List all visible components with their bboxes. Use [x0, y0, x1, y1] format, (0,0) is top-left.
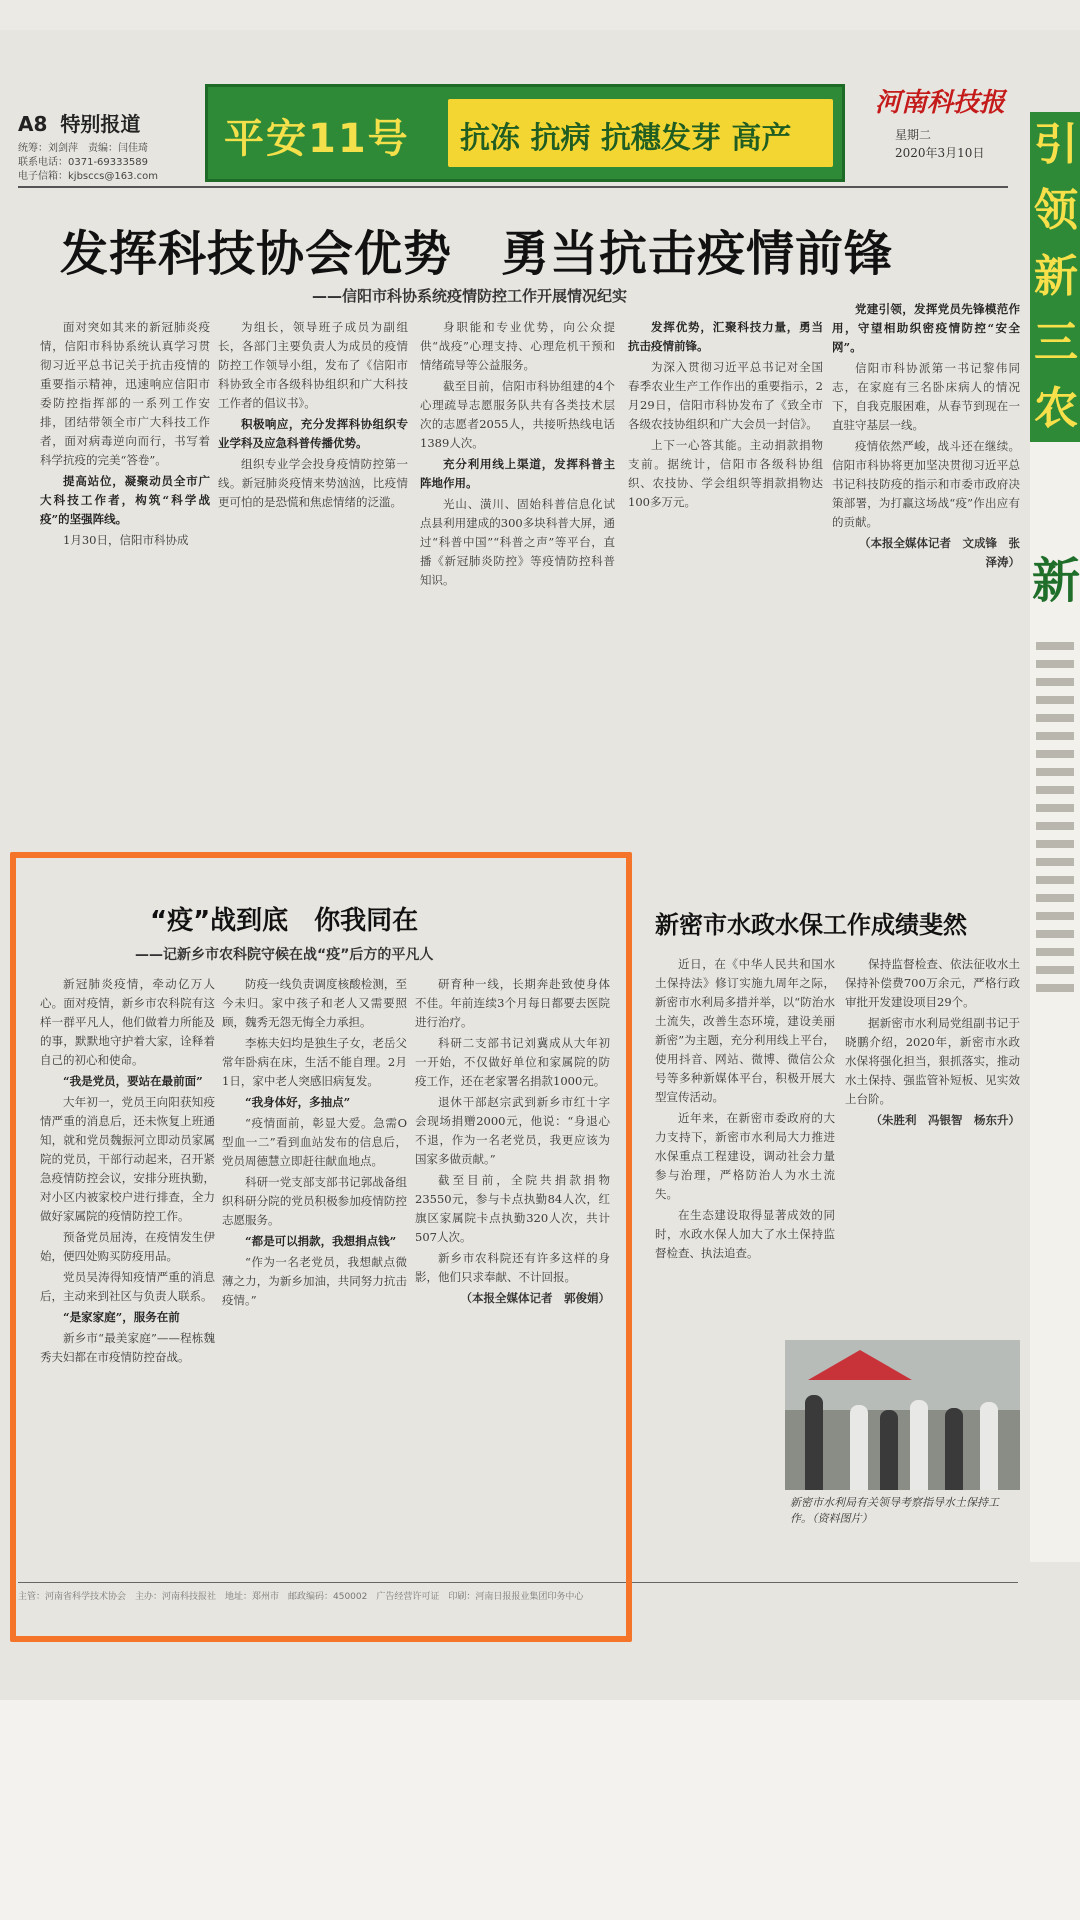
main-byline: （本报全媒体记者 文成锋 张泽涛） — [859, 536, 1020, 569]
adjacent-char: 农 — [1034, 383, 1078, 434]
section-heading: “都是可以捐款，我想捐点钱” — [245, 1234, 397, 1248]
editor-info — [18, 142, 158, 184]
section-heading: “是家家庭”，服务在前 — [63, 1310, 180, 1324]
banner-title: 平安11号 — [224, 116, 410, 162]
editor-line: 统筹：刘剑萍 责编：闫佳琦 — [18, 143, 148, 154]
right-headline: 新密市水政水保工作成绩斐然 — [655, 911, 967, 939]
paragraph: 光山、潢川、固始科普信息化试点县利用建成的300多块科普大屏，通过“科普中国”“科普之声”等平台，直播《新冠肺炎防控》等疫情防控科普知识。 — [420, 497, 615, 587]
adjacent-banner — [1030, 112, 1080, 442]
paragraph: 新乡市“最美家庭”——程栋魏秀夫妇都在市疫情防控奋战。 — [40, 1331, 215, 1364]
adjacent-char: 领 — [1034, 185, 1078, 236]
paragraph: 科研二支部书记刘冀成从大年初一开始，不仅做好单位和家属院的防疫工作，还在老家署名捐款1000元。 — [415, 1036, 610, 1088]
advert-banner — [205, 84, 845, 182]
dateline — [895, 126, 984, 162]
paragraph: 研育种一线，长期奔赴致使身体不佳。年前连续3个月每日都要去医院进行治疗。 — [415, 977, 610, 1029]
paragraph: “疫情面前，彰显大爱。急需O型血一二”看到血站发布的信息后，党员周德慧立即赶往献血地点。 — [222, 1116, 407, 1168]
paragraph: 大年初一，党员王向阳获知疫情严重的消息后，还未恢复上班通知，就和党员魏振河立即动员家属院的党员，干部行动起来，召开紧急疫情防控会议，安排分班执勤，对小区内被家校户进行排查，全力做好家属院的疫情防控工作。 — [40, 1095, 215, 1223]
paragraph: 组织专业学会投身疫情防控第一线。新冠肺炎疫情来势汹汹，比疫情更可怕的是恐慌和焦虑情绪的泛滥。 — [218, 457, 408, 509]
bottom-background — [0, 1700, 1080, 1920]
section-heading: 发挥优势，汇聚科技力量，勇当抗击疫情前锋。 — [628, 320, 823, 353]
main-column-2 — [218, 318, 408, 848]
paragraph: 为组长，领导班子成员为副组长，各部门主要负责人为成员的疫情防控工作领导小组，发布了《信阳市科协致全市各级科协组织和广大科技工作者的倡议书》。 — [218, 320, 408, 410]
section-name: 特别报道 — [60, 112, 141, 136]
paragraph: “作为一名老党员，我想献点微薄之力，为新乡加油，共同努力抗击疫情。” — [222, 1255, 407, 1307]
section-heading: “我身体好，多抽点” — [245, 1095, 351, 1109]
paragraph: 1月30日，信阳市科协成 — [63, 533, 189, 547]
paragraph: 近日，在《中华人民共和国水土保持法》修订实施九周年之际，新密市水利局多措并举，以“防治水土流失，改善生态环境，建设美丽新密”为主题，充分利用线上平台，使用抖音、网站、微博、微信公众号等多种新媒体平台，积极开展大型宣传活动。 — [655, 957, 835, 1104]
paragraph: 新冠肺炎疫情，牵动亿万人心。面对疫情，新乡市农科院有这样一群平凡人，他们做着力所能及的事，默默地守护着大家，诠释着自己的初心和使命。 — [40, 977, 215, 1067]
paragraph: 新乡市农科院还有许多这样的身影，他们只求奉献、不计回报。 — [415, 1251, 610, 1284]
paragraph: 为深入贯彻习近平总书记对全国春季农业生产工作作出的重要指示，2月29日，信阳市科协发布了《致全市各级农技协组织和广大会员一封信》。 — [628, 360, 823, 431]
page-label — [18, 108, 140, 137]
paragraph: 身职能和专业优势，向公众提供“战疫”心理支持、心理危机干预和情绪疏导等公益服务。 — [420, 320, 615, 372]
paragraph: 据新密市水利局党组副书记于晓鹏介绍，2020年，新密市水政水保将强化担当，狠抓落实，推动水土保持、强监管补短板、见实效上台阶。 — [845, 1016, 1020, 1106]
paragraph: 截至目前，全院共捐款捐物23550元，参与卡点执勤84人次，红旗区家属院卡点执勤320人次，共计507人次。 — [415, 1173, 610, 1244]
right-column-2 — [845, 955, 1020, 1330]
photo-caption: 新密市水利局有关领导考察指导水土保持工作。（资料图片） — [790, 1496, 999, 1525]
highlight-box — [10, 852, 632, 1642]
news-photo — [785, 1340, 1020, 1490]
main-subhead: ——信阳市科协系统疫情防控工作开展情况纪实 — [312, 287, 628, 305]
paragraph: 上下一心答其能。主动捐款捐物支前。据统计，信阳市各级科协组织、农技协、学会组织等捐款捐物达100多万元。 — [628, 438, 823, 509]
paragraph: 科研一党支部支部书记郭战备组织科研分院的党员积极参加疫情防控志愿服务。 — [222, 1175, 407, 1227]
paragraph: 防疫一线负责调度核酸检测，至今未归。家中孩子和老人又需要照顾，魏秀无怨无悔全力承担。 — [222, 977, 407, 1029]
boxed-byline: （本报全媒体记者 郭俊娟） — [460, 1291, 610, 1305]
main-column-1 — [40, 318, 210, 848]
paragraph: 近年来，在新密市委政府的大力支持下，新密市水利局大力推进水保重点工程建设，调动社会力量参与治理，严格防治人为水土流失。 — [655, 1111, 835, 1201]
boxed-subhead: ——记新乡市农科院守候在战“疫”后方的平凡人 — [135, 947, 434, 963]
banner-slogan-box — [448, 99, 833, 167]
paragraph: 预备党员屈涛，在疫情发生伊始，便四处购买防疫用品。 — [40, 1230, 215, 1263]
adjacent-big-char: 新 — [1032, 553, 1080, 609]
section-heading: 党建引领，发挥党员先锋模范作用，守望相助织密疫情防控“安全网”。 — [832, 302, 1020, 354]
paragraph: 保持监督检查、依法征收水土保持补偿费700万余元，严格行政审批开发建设项目29个。 — [845, 957, 1020, 1009]
paragraph: 面对突如其来的新冠肺炎疫情，信阳市科协系统认真学习贯彻习近平总书记关于抗击疫情的重要指示精神，迅速响应信阳市委防控指挥部的一系列工作安排，团结带领全市广大科技工作者，面对病毒逆向而行，书写着科学抗疫的完美“答卷”。 — [40, 320, 210, 467]
main-column-5 — [832, 300, 1020, 860]
adjacent-char: 新 — [1034, 251, 1078, 302]
adjacent-page — [1030, 112, 1080, 1562]
adjacent-char: 三 — [1034, 317, 1078, 368]
editor-line: 联系电话：0371-69333589 — [18, 157, 148, 168]
section-heading: “我是党员，要站在最前面” — [63, 1074, 203, 1088]
header-rule — [18, 186, 1008, 188]
section-heading: 提高站位，凝聚动员全市广大科技工作者，构筑“科学战疫”的坚强阵线。 — [40, 474, 210, 526]
paragraph: 截至目前，信阳市科协组建的4个心理疏导志愿服务队共有各类技术层次的志愿者2055人，共接听热线电话1389人次。 — [420, 379, 615, 450]
section-heading: 积极响应，充分发挥科协组织专业学科及应急科普传播优势。 — [218, 417, 408, 450]
paragraph: 在生态建设取得显著成效的同时，水政水保人加大了水土保持监督检查、执法追查。 — [655, 1208, 835, 1260]
paragraph: 李栋夫妇均是独生子女，老岳父常年卧病在床，生活不能自理。2月1日，家中老人突感旧病复发。 — [222, 1036, 407, 1088]
main-column-4 — [628, 318, 823, 848]
paragraph: 党员吴涛得知疫情严重的消息后，主动来到社区与负责人联系。 — [40, 1270, 215, 1303]
paragraph: 疫情依然严峻，战斗还在继续。信阳市科协将更加坚决贯彻习近平总书记科技防疫的指示和市委市政府决策部署，为打赢这场战“疫”作出应有的贡献。 — [832, 439, 1020, 529]
boxed-headline: “疫”战到底 你我同在 — [150, 906, 419, 936]
masthead: 河南科技报 — [875, 88, 1006, 118]
date: 2020年3月10日 — [895, 146, 985, 160]
paragraph: 信阳市科协派第一书记黎伟同志，在家庭有三名卧床病人的情况下，自我克服困难，从春节到现在一直驻守基层一线。 — [832, 361, 1020, 432]
weekday: 星期二 — [895, 128, 932, 142]
editor-line: 电子信箱：kjbsccs@163.com — [18, 171, 158, 182]
adjacent-char: 引 — [1034, 119, 1078, 170]
main-headline: 发挥科技协会优势 勇当抗击疫情前锋 — [60, 226, 894, 282]
main-column-3 — [420, 318, 615, 848]
page-footer: 主管：河南省科学技术协会 主办：河南科技报社 地址：郑州市 邮政编码：450002 广告经营许可证 印刷：河南日报报业集团印务中心 — [18, 1582, 1018, 1608]
banner-slogan: 抗冻 抗病 抗穗发芽 高产 — [460, 121, 792, 156]
section-heading: 充分利用线上渠道，发挥科普主阵地作用。 — [420, 457, 615, 490]
adjacent-text-lines — [1030, 632, 1080, 992]
page-number: A8 — [18, 112, 48, 136]
right-byline: （朱胜利 冯银智 杨东升） — [870, 1113, 1020, 1127]
paragraph: 退休干部赵宗武到新乡市红十字会现场捐赠2000元，他说：“身退心不退，作为一名老党员，我更应该为国家多做贡献。” — [415, 1095, 610, 1166]
